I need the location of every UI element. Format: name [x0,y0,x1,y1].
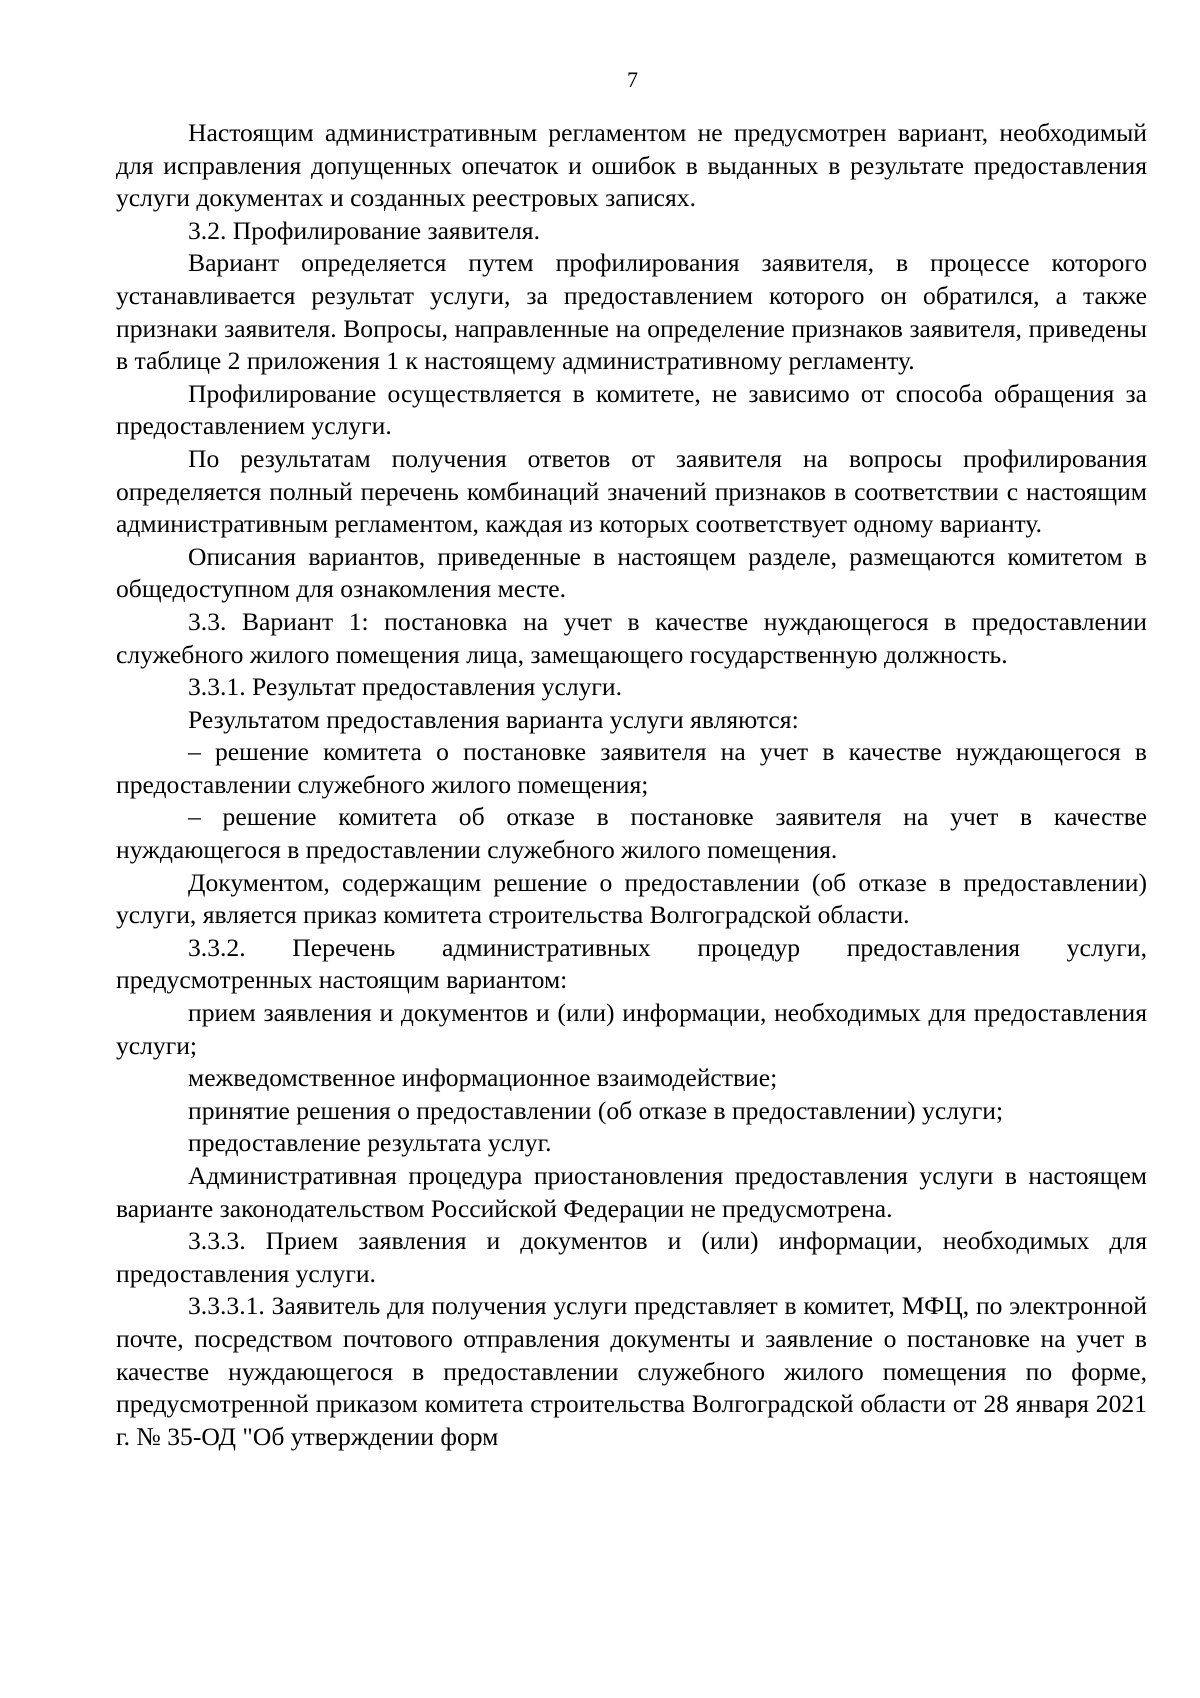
paragraph-3-3-3-1-applicant-submission: 3.3.3.1. Заявитель для получения услуги представляет в комитет, МФЦ, по электронной почте, посредством почтового отправления документы и заявление о постановке на учет в качестве нуждающегося в предоставлении служебного жилого помещения по форме, предусмотренной приказом комитета строительства Волгоградской области от 28 января 2021 г. № 35-ОД "Об утверждении форм [116,1291,1147,1451]
paragraph-profiling-location: Профилирование осуществляется в комитете, не зависимо от способа обращения за предоставлением услуги. [116,378,1147,441]
paragraph-no-correction-variant: Настоящим административным регламентом не предусмотрен вариант, необходимый для исправления допущенных опечаток и ошибок в выданных в результате предоставления услуги документах и созданных реестровых записях. [116,118,1147,213]
heading-3-2-profiling: 3.2. Профилирование заявителя. [188,215,540,245]
list-item-procedure-result: предоставление результата услуг. [188,1128,552,1158]
page-number: 7 [627,67,638,92]
heading-3-3-1-result: 3.3.1. Результат предоставления услуги. [188,672,622,702]
list-item-positive-decision: – решение комитета о постановке заявителя на учет в качестве нуждающегося в предоставлении служебного жилого помещения; [116,737,1147,799]
paragraph-profiling-results: По результатам получения ответов от заявителя на вопросы профилирования определяется полный перечень комбинаций значений признаков в соответствии с настоящим административным регламентом, каждая из которых соответствует одному варианту. [116,443,1147,539]
document-body [116,117,1147,1453]
list-item-procedure-decision: принятие решения о предоставлении (об отказе в предоставлении) услуги; [188,1095,1004,1125]
heading-3-3-2-procedures: 3.3.2. Перечень административных процедур предоставления услуги, предусмотренных настоящим вариантом: [116,932,1147,995]
list-item-procedure-interagency: межведомственное информационное взаимодействие; [188,1063,778,1093]
paragraph-profiling-method: Вариант определяется путем профилирования заявителя, в процессе которого устанавливается результат услуги, за предоставлением которого он обратился, а также признаки заявителя. Вопросы, направленные на определение признаков заявителя, приведены в таблице 2 приложения 1 к настоящему административному регламенту. [116,248,1147,376]
heading-3-3-variant-1: 3.3. Вариант 1: постановка на учет в качестве нуждающегося в предоставлении служебного жилого помещения лица, замещающего государственную должность. [116,606,1147,669]
list-item-procedure-reception: прием заявления и документов и (или) информации, необходимых для предоставления услуги; [116,998,1147,1060]
heading-3-3-3-reception: 3.3.3. Прием заявления и документов и (или) информации, необходимых для предоставления услуги. [116,1226,1147,1288]
paragraph-result-intro: Результатом предоставления варианта услуги являются: [188,704,799,734]
paragraph-decision-document: Документом, содержащим решение о предоставлении (об отказе в предоставлении) услуги, является приказ комитета строительства Волгоградской области. [116,867,1147,930]
paragraph-variant-descriptions: Описания вариантов, приведенные в настоящем разделе, размещаются комитетом в общедоступном для ознакомления месте. [116,541,1147,604]
list-item-negative-decision: – решение комитета об отказе в постановке заявителя на учет в качестве нуждающегося в предоставлении служебного жилого помещения. [116,802,1147,865]
paragraph-suspension-not-provided: Административная процедура приостановления предоставления услуги в настоящем варианте законодательством Российской Федерации не предусмотрена. [116,1161,1147,1223]
